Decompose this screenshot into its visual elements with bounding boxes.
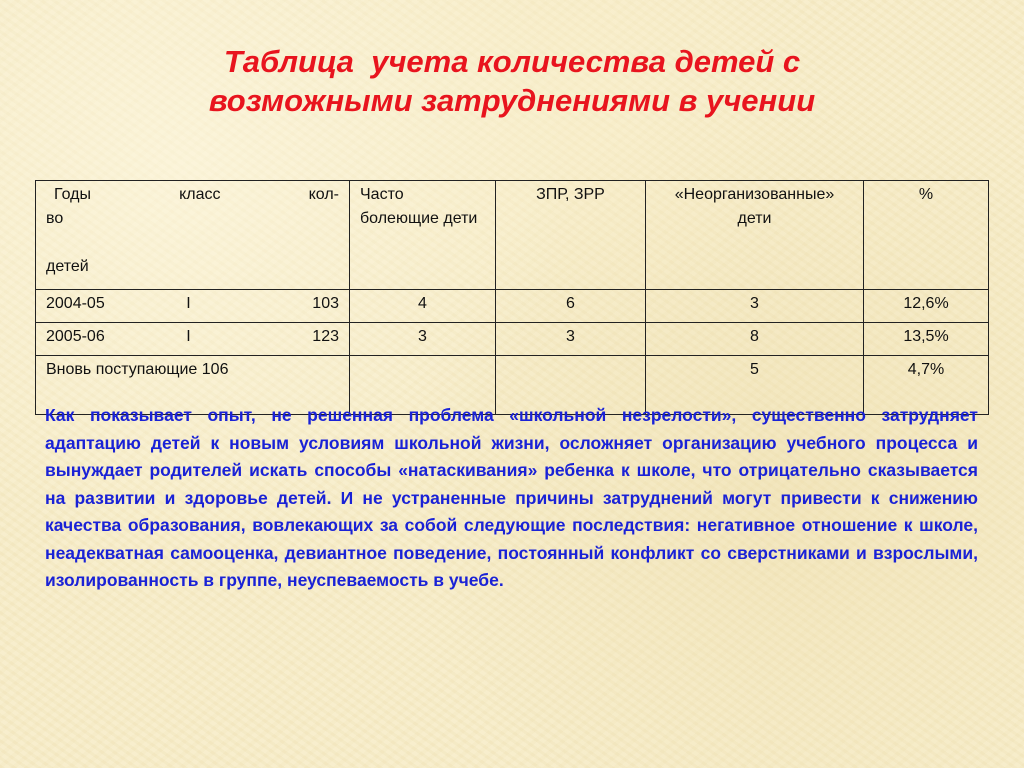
row-percent: 12,6%: [864, 290, 989, 323]
header-years-class-count: [36, 181, 350, 290]
header-children: детей: [46, 258, 89, 275]
children-count-table: [35, 180, 989, 415]
row-first-cell: [36, 290, 350, 323]
table-header-row: [36, 181, 989, 290]
row-count: 103: [312, 295, 339, 312]
slide-title-line-2: возможными затруднениями в учении: [208, 83, 816, 118]
table-row: [36, 323, 989, 356]
row-years: 2004-05: [46, 295, 105, 312]
row-often-sick: 3: [350, 323, 496, 356]
header-years: Годы: [54, 186, 91, 203]
table-row: [36, 290, 989, 323]
row-unorganized: 5: [646, 356, 864, 415]
header-count-continued: во: [46, 210, 64, 227]
header-count: кол-: [308, 186, 339, 203]
row-percent: 13,5%: [864, 323, 989, 356]
row-class: I: [186, 328, 191, 345]
row-new-arrivals-label: Вновь поступающие 106: [36, 356, 350, 415]
row-count: 123: [312, 328, 339, 345]
row-zpr: 3: [496, 323, 646, 356]
explanation-paragraph: Как показывает опыт, не решенная проблема «школьной незрелости», существенно затрудняет адаптацию детей к новым условиям школьной жизни, осложняет организацию учебного процесса и вынуждает родителей искать способы «натаскивания» ребенка к школе, что отрицательно сказывается на развитии и здоровье детей. И не устраненные причины затруднений могут привести к снижению качества образования, вовлекающих за собой следующие последствия: негативное отношение к школе, неадекватная самооценка, девиантное поведение, постоянный конфликт со сверстниками и взрослыми, изолированность в группе, неуспеваемость в учебе.: [45, 405, 978, 590]
row-unorganized: 8: [646, 323, 864, 356]
header-often-sick: Часто болеющие дети: [350, 181, 496, 290]
row-zpr: 6: [496, 290, 646, 323]
header-percent: %: [864, 181, 989, 290]
header-zpr: ЗПР, ЗРР: [496, 181, 646, 290]
row-unorganized: 3: [646, 290, 864, 323]
slide-title: [0, 42, 1024, 120]
row-class: I: [186, 295, 191, 312]
header-unorganized: «Неорганизованные» дети: [646, 181, 864, 290]
row-often-sick: 4: [350, 290, 496, 323]
header-class: класс: [179, 186, 221, 203]
slide-title-line-1: Таблица учета количества детей с: [223, 44, 801, 79]
row-first-cell: [36, 323, 350, 356]
row-years: 2005-06: [46, 328, 105, 345]
row-percent: 4,7%: [864, 356, 989, 415]
